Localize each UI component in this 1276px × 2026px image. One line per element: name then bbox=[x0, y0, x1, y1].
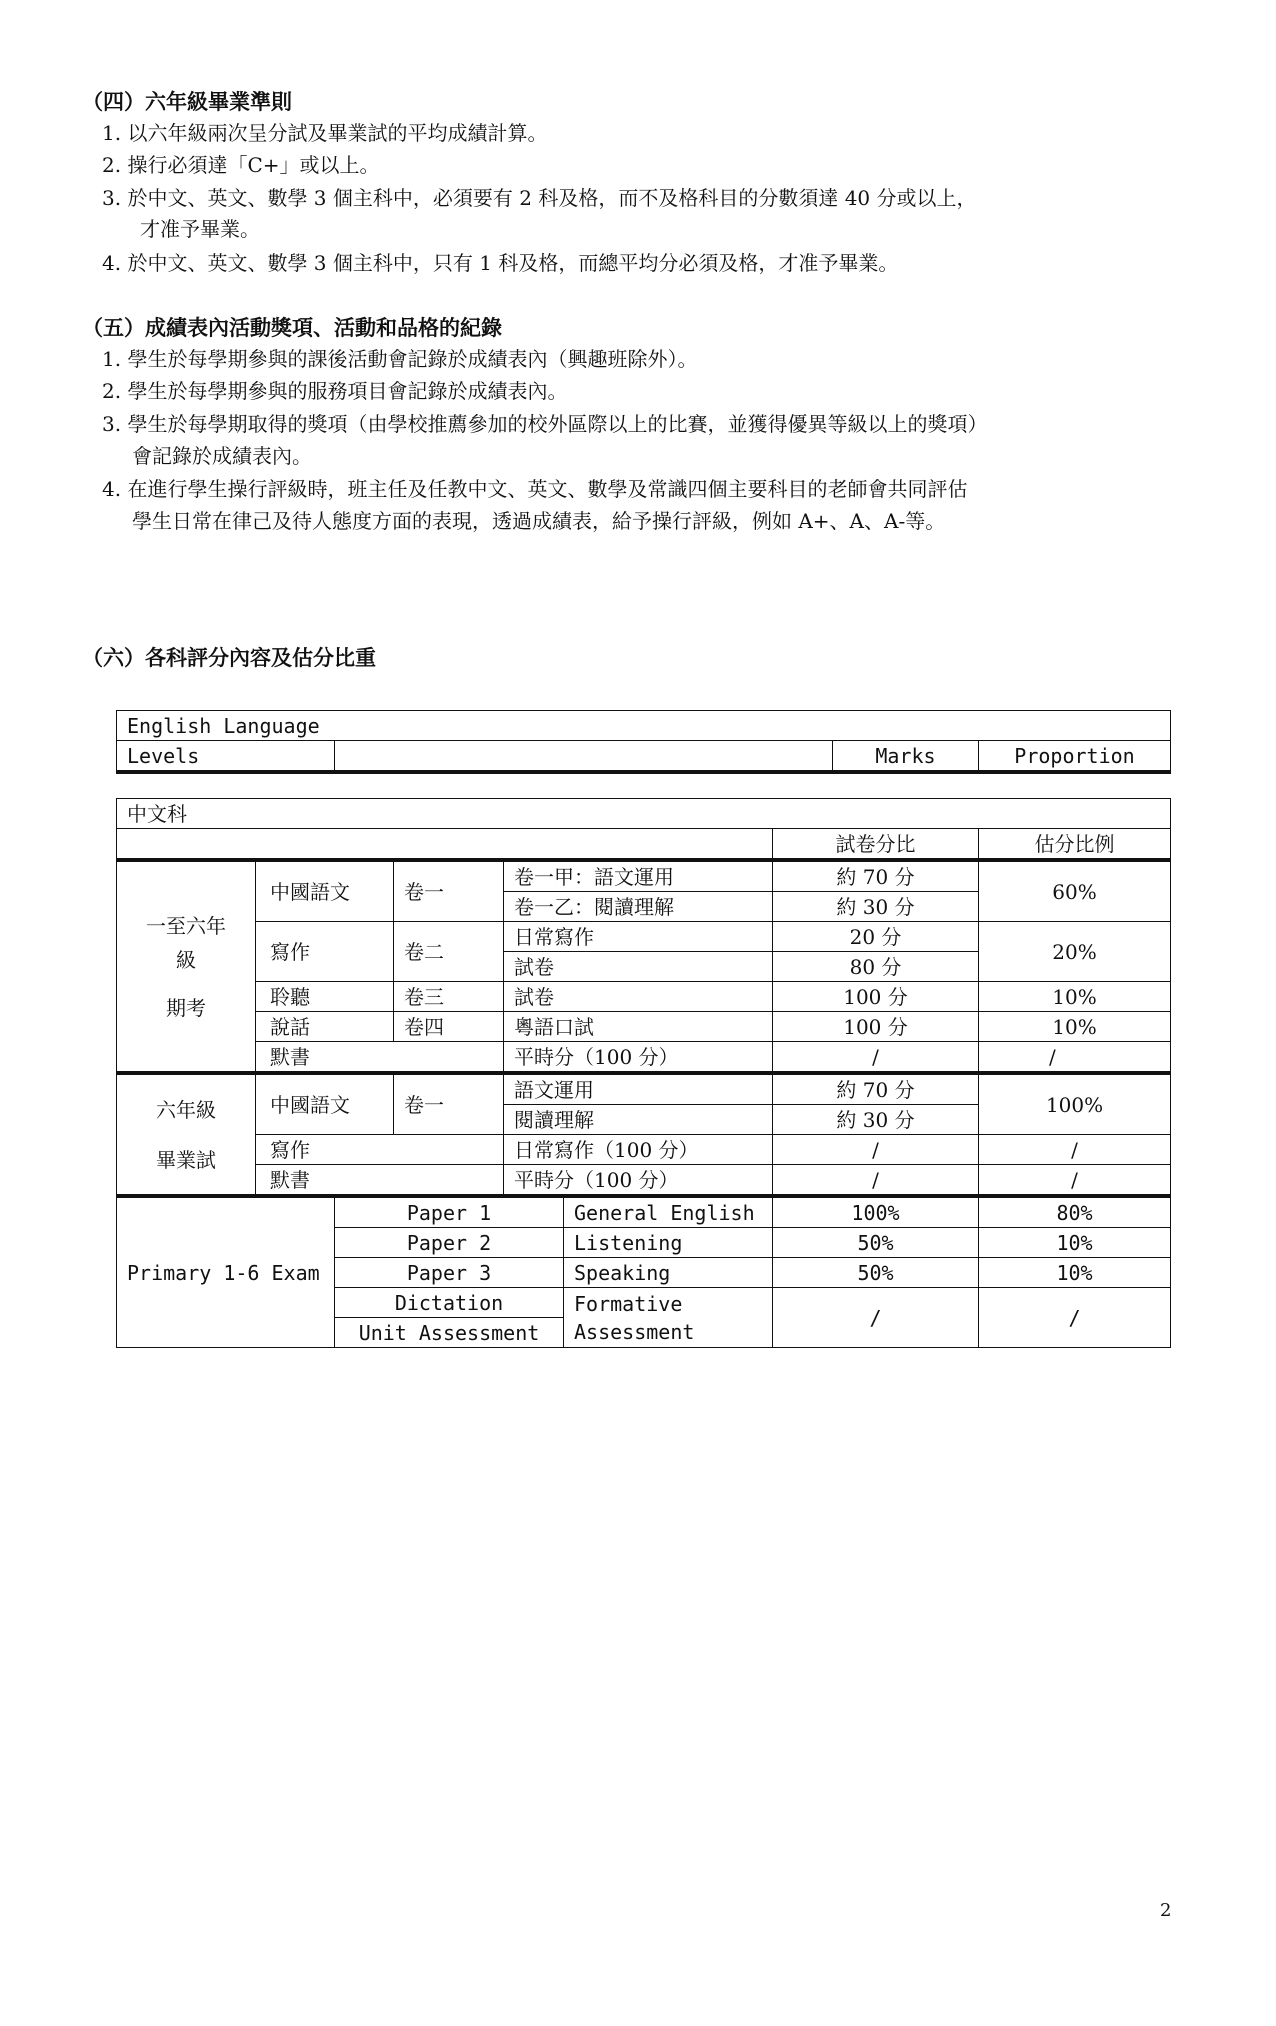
english-dictation: Dictation bbox=[335, 1288, 564, 1318]
table-row bbox=[117, 1012, 1171, 1042]
section4-item-4 bbox=[102, 248, 898, 278]
paper-2: 卷二 bbox=[394, 922, 504, 982]
english-paper-2: Paper 2 bbox=[335, 1228, 564, 1258]
english-formative-marks: / bbox=[773, 1288, 979, 1348]
chinese-lang: 中國語文 bbox=[256, 860, 394, 922]
english-paper-1-content: General English bbox=[564, 1196, 773, 1228]
grade-6-line2: 畢業試 bbox=[156, 1147, 216, 1172]
english-subject-row bbox=[117, 711, 1171, 741]
table-row bbox=[117, 1165, 1171, 1197]
item-number: 3. bbox=[102, 186, 122, 210]
g6-paper-1: 卷一 bbox=[394, 1073, 504, 1135]
test-paper: 試卷 bbox=[504, 952, 773, 982]
g6-writing-ratio: / bbox=[773, 1135, 979, 1165]
table-row bbox=[117, 860, 1171, 892]
english-header-table bbox=[116, 710, 1171, 774]
g6-reading-ratio: 約 30 分 bbox=[773, 1105, 979, 1135]
grade-1-6-line1: 一至六年 bbox=[146, 913, 226, 938]
table-row bbox=[117, 922, 1171, 952]
section6-title: （六）各科評分內容及估分比重 bbox=[82, 646, 376, 670]
chinese-subject-row bbox=[117, 799, 1171, 829]
grade-6-line1: 六年級 bbox=[156, 1097, 216, 1122]
table-row bbox=[117, 982, 1171, 1012]
english-formative bbox=[564, 1288, 773, 1348]
item-text: 學生於每學期參與的服務項目會記錄於成績表內。 bbox=[127, 379, 568, 403]
english-paper-3-prop: 10% bbox=[979, 1258, 1171, 1288]
section4-title: （四）六年級畢業準則 bbox=[82, 90, 292, 114]
section5-item-4 bbox=[102, 474, 967, 504]
proportion-header: Proportion bbox=[979, 741, 1171, 773]
paper-ratio-header: 試卷分比 bbox=[773, 829, 979, 861]
formative-line2: Assessment bbox=[574, 1319, 695, 1344]
english-paper-3: Paper 3 bbox=[335, 1258, 564, 1288]
g6-chinese-lang: 中國語文 bbox=[256, 1073, 394, 1135]
english-paper-2-marks: 50% bbox=[773, 1228, 979, 1258]
dictation-content: 平時分（100 分） bbox=[504, 1042, 773, 1074]
grade-1-6-label bbox=[117, 860, 256, 1073]
item-text: 學生於每學期參與的課後活動會記錄於成績表內（興趣班除外）。 bbox=[127, 347, 698, 371]
g6-daily-writing: 日常寫作（100 分） bbox=[504, 1135, 773, 1165]
table-row bbox=[117, 1073, 1171, 1105]
listening: 聆聽 bbox=[256, 982, 394, 1012]
paper-3-est: 10% bbox=[979, 982, 1171, 1012]
section5-item-1 bbox=[102, 344, 697, 374]
g6-lang-use-ratio: 約 70 分 bbox=[773, 1073, 979, 1105]
section5-item-3-cont: 會記錄於成績表內。 bbox=[132, 444, 312, 468]
grade-6-label bbox=[117, 1073, 256, 1196]
g6-dictation-ratio: / bbox=[773, 1165, 979, 1197]
paper-2-est: 20% bbox=[979, 922, 1171, 982]
section5-item-4-cont: 學生日常在律己及待人態度方面的表現，透過成績表，給予操行評級，例如 A+、A、A-等。 bbox=[132, 509, 946, 533]
test-paper-ratio: 80 分 bbox=[773, 952, 979, 982]
item-text: 以六年級兩次呈分試及畢業試的平均成績計算。 bbox=[127, 121, 548, 145]
dictation-est: / bbox=[979, 1042, 1171, 1074]
english-paper-3-marks: 50% bbox=[773, 1258, 979, 1288]
paper-3-content: 試卷 bbox=[504, 982, 773, 1012]
paper-3-ratio: 100 分 bbox=[773, 982, 979, 1012]
english-unit-assessment: Unit Assessment bbox=[335, 1318, 564, 1348]
english-subject: English Language bbox=[117, 711, 1171, 741]
english-paper-1-prop: 80% bbox=[979, 1196, 1171, 1228]
section5-item-2 bbox=[102, 376, 567, 406]
grade-1-6-line2: 級 bbox=[176, 947, 196, 972]
item-number: 2. bbox=[102, 379, 122, 403]
english-paper-2-content: Listening bbox=[564, 1228, 773, 1258]
est-ratio-header: 估分比例 bbox=[979, 829, 1171, 861]
daily-writing-ratio: 20 分 bbox=[773, 922, 979, 952]
item-text: 在進行學生操行評級時，班主任及任教中文、英文、數學及常識四個主要科目的老師會共同評估 bbox=[127, 477, 968, 501]
english-paper-2-prop: 10% bbox=[979, 1228, 1171, 1258]
paper-1a-ratio: 約 70 分 bbox=[773, 860, 979, 892]
g6-writing: 寫作 bbox=[256, 1135, 504, 1165]
table-row bbox=[117, 1042, 1171, 1074]
dictation-ratio: / bbox=[773, 1042, 979, 1074]
item-number: 2. bbox=[102, 153, 122, 177]
section5-item-3 bbox=[102, 409, 987, 439]
paper-1b-ratio: 約 30 分 bbox=[773, 892, 979, 922]
paper-4-content: 粵語口試 bbox=[504, 1012, 773, 1042]
section4-item-3-cont: 才准予畢業。 bbox=[140, 217, 260, 241]
paper-1b: 卷一乙：閱讀理解 bbox=[504, 892, 773, 922]
speaking: 說話 bbox=[256, 1012, 394, 1042]
section4-item-3 bbox=[102, 183, 977, 213]
item-text: 於中文、英文、數學 3 個主科中，必須要有 2 科及格，而不及格科目的分數須達 40 分或以上， bbox=[127, 186, 977, 210]
chinese-subject: 中文科 bbox=[117, 799, 1171, 829]
dictation: 默書 bbox=[256, 1042, 504, 1074]
paper-4-est: 10% bbox=[979, 1012, 1171, 1042]
section4-item-1 bbox=[102, 118, 547, 148]
g6-dictation-est: / bbox=[979, 1165, 1171, 1197]
item-number: 1. bbox=[102, 347, 122, 371]
section5-title: （五）成績表內活動獎項、活動和品格的紀錄 bbox=[82, 316, 502, 340]
paper-1a: 卷一甲：語文運用 bbox=[504, 860, 773, 892]
g6-reading: 閱讀理解 bbox=[504, 1105, 773, 1135]
item-text: 學生於每學期取得的獎項（由學校推薦參加的校外區際以上的比賽，並獲得優異等級以上的獎項） bbox=[127, 412, 988, 436]
chinese-header-row bbox=[117, 829, 1171, 861]
daily-writing: 日常寫作 bbox=[504, 922, 773, 952]
section4-item-2 bbox=[102, 150, 380, 180]
formative-line1: Formative bbox=[574, 1291, 683, 1316]
table-row bbox=[117, 1135, 1171, 1165]
paper-1: 卷一 bbox=[394, 860, 504, 922]
paper-3: 卷三 bbox=[394, 982, 504, 1012]
g6-writing-est: / bbox=[979, 1135, 1171, 1165]
grade-1-6-line3: 期考 bbox=[166, 995, 206, 1020]
english-paper-1-marks: 100% bbox=[773, 1196, 979, 1228]
english-paper-1: Paper 1 bbox=[335, 1196, 564, 1228]
paper-1-est: 60% bbox=[979, 860, 1171, 922]
english-formative-prop: / bbox=[979, 1288, 1171, 1348]
item-text: 於中文、英文、數學 3 個主科中，只有 1 科及格，而總平均分必須及格，才准予畢業。 bbox=[127, 251, 899, 275]
header-blank bbox=[117, 829, 773, 861]
english-levels-row bbox=[117, 741, 1171, 773]
assessment-table bbox=[116, 798, 1171, 1348]
page-number: 2 bbox=[1160, 1900, 1172, 1921]
levels-blank bbox=[335, 741, 833, 773]
paper-4-ratio: 100 分 bbox=[773, 1012, 979, 1042]
levels-label: Levels bbox=[117, 741, 335, 773]
marks-header: Marks bbox=[833, 741, 979, 773]
writing: 寫作 bbox=[256, 922, 394, 982]
english-paper-3-content: Speaking bbox=[564, 1258, 773, 1288]
g6-dictation: 默書 bbox=[256, 1165, 504, 1197]
item-number: 3. bbox=[102, 412, 122, 436]
item-number: 4. bbox=[102, 251, 122, 275]
item-text: 操行必須達「C+」或以上。 bbox=[127, 153, 380, 177]
paper-4: 卷四 bbox=[394, 1012, 504, 1042]
item-number: 4. bbox=[102, 477, 122, 501]
g6-lang-use: 語文運用 bbox=[504, 1073, 773, 1105]
item-number: 1. bbox=[102, 121, 122, 145]
g6-dictation-content: 平時分（100 分） bbox=[504, 1165, 773, 1197]
english-exam-label: Primary 1-6 Exam bbox=[117, 1196, 335, 1348]
table-row bbox=[117, 1196, 1171, 1228]
g6-paper-1-est: 100% bbox=[979, 1073, 1171, 1135]
